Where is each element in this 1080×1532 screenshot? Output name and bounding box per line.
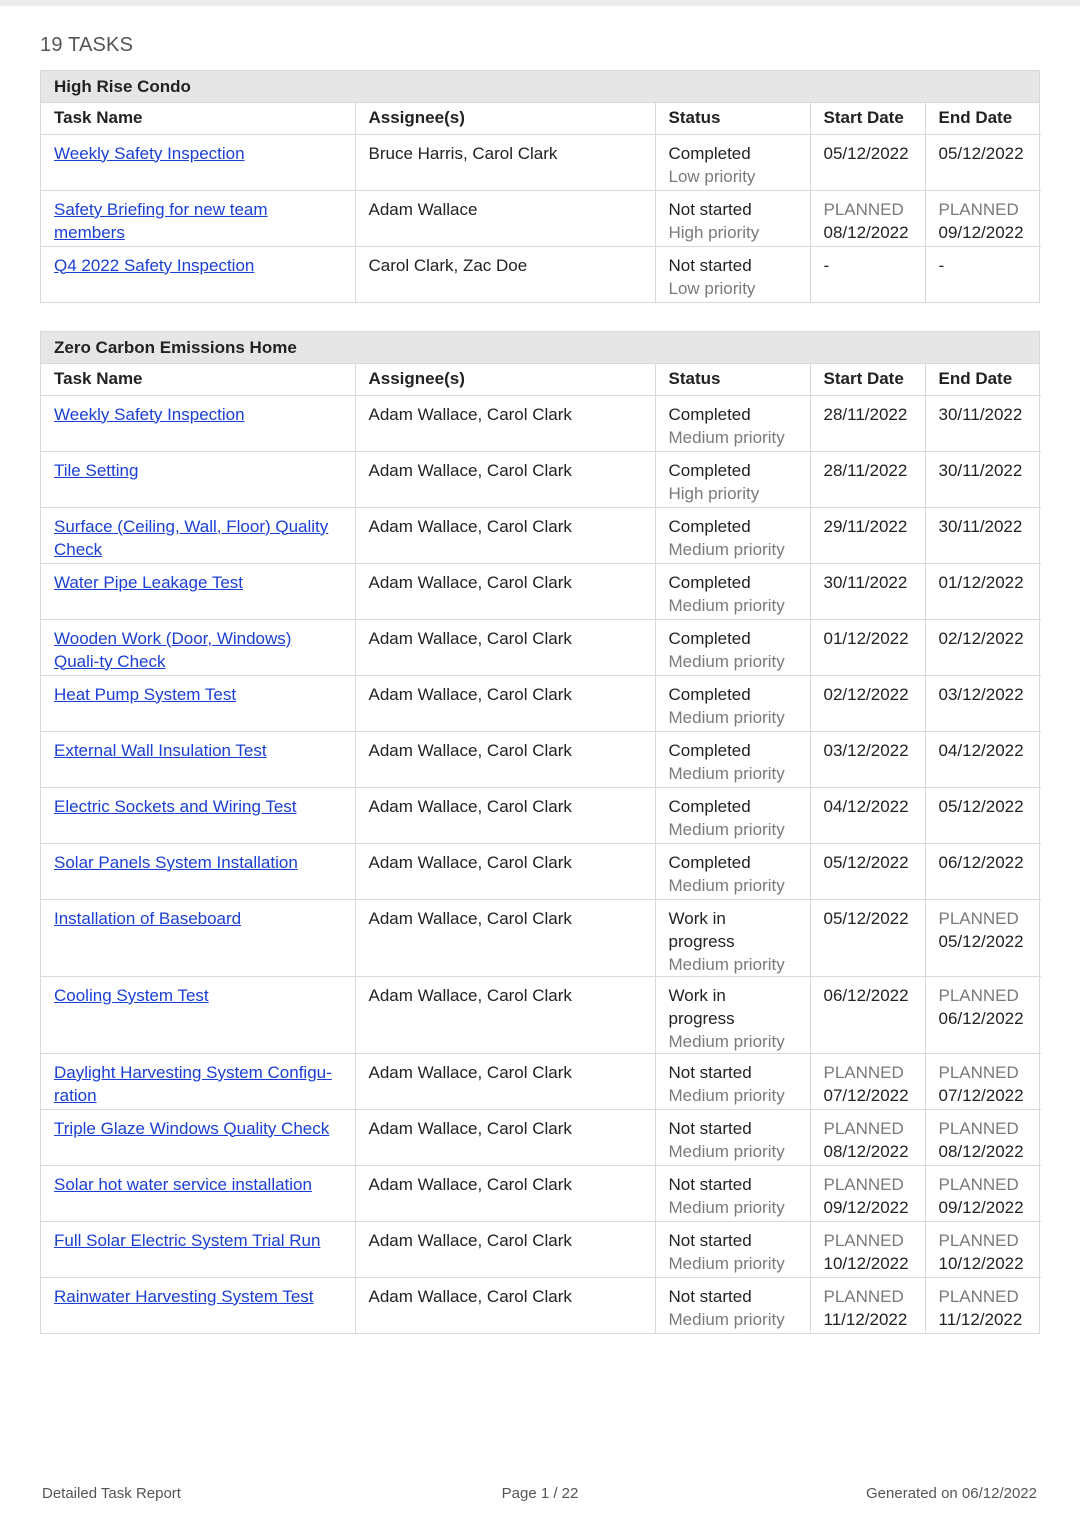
end-date-cell bbox=[925, 451, 1041, 507]
task-table bbox=[41, 364, 1041, 1333]
priority-text: Medium priority bbox=[668, 1253, 785, 1273]
end-date-value: 30/11/2022 bbox=[938, 516, 1023, 536]
col-header-status: Status bbox=[655, 364, 810, 395]
start-date-value: 28/11/2022 bbox=[823, 460, 908, 480]
status-text: Not started bbox=[668, 199, 752, 219]
start-date-value: 09/12/2022 bbox=[823, 1197, 909, 1217]
task-name-cell bbox=[41, 619, 355, 675]
task-link[interactable]: Solar Panels System Installation bbox=[54, 852, 298, 872]
start-date-cell bbox=[810, 899, 925, 976]
task-link[interactable]: Safety Briefing for new team members bbox=[54, 199, 268, 242]
col-header-end-date: End Date bbox=[925, 103, 1041, 134]
col-header-end-date: End Date bbox=[925, 364, 1041, 395]
end-date-cell bbox=[925, 1165, 1041, 1221]
status-text: Completed bbox=[668, 572, 751, 592]
status-cell bbox=[655, 976, 810, 1053]
assignees-cell: Adam Wallace, Carol Clark bbox=[355, 1221, 655, 1277]
start-date-value: 28/11/2022 bbox=[823, 404, 908, 424]
status-cell bbox=[655, 1109, 810, 1165]
assignees-cell: Adam Wallace, Carol Clark bbox=[355, 899, 655, 976]
table-row bbox=[41, 1277, 1041, 1333]
task-name-cell bbox=[41, 563, 355, 619]
start-date-cell bbox=[810, 675, 925, 731]
task-name-cell bbox=[41, 731, 355, 787]
start-date-cell bbox=[810, 395, 925, 451]
task-name-cell bbox=[41, 246, 355, 302]
start-date-cell bbox=[810, 1165, 925, 1221]
priority-text: High priority bbox=[668, 483, 760, 503]
task-link[interactable]: External Wall Insulation Test bbox=[54, 740, 267, 760]
priority-text: Medium priority bbox=[668, 954, 785, 974]
end-date-cell bbox=[925, 246, 1041, 302]
status-cell bbox=[655, 451, 810, 507]
col-header-start-date: Start Date bbox=[810, 103, 925, 134]
start-date-cell bbox=[810, 190, 925, 246]
end-date-value: 10/12/2022 bbox=[938, 1253, 1024, 1273]
assignees-cell: Adam Wallace, Carol Clark bbox=[355, 787, 655, 843]
status-text: Completed bbox=[668, 852, 751, 872]
start-date-cell bbox=[810, 507, 925, 563]
task-name-cell bbox=[41, 134, 355, 190]
start-date-value: 04/12/2022 bbox=[823, 796, 909, 816]
start-date-cell bbox=[810, 787, 925, 843]
priority-text: Medium priority bbox=[668, 1197, 785, 1217]
end-date-cell bbox=[925, 1053, 1041, 1109]
task-name-cell bbox=[41, 451, 355, 507]
task-name-cell bbox=[41, 787, 355, 843]
status-text: Completed bbox=[668, 628, 751, 648]
status-cell bbox=[655, 1221, 810, 1277]
task-link[interactable]: Weekly Safety Inspection bbox=[54, 404, 245, 424]
start-date-value: 05/12/2022 bbox=[823, 852, 909, 872]
start-date-value: 08/12/2022 bbox=[823, 222, 909, 242]
assignees-cell: Adam Wallace, Carol Clark bbox=[355, 1109, 655, 1165]
status-cell bbox=[655, 190, 810, 246]
start-date-cell bbox=[810, 843, 925, 899]
planned-label: PLANNED bbox=[938, 985, 1019, 1005]
end-date-value: 08/12/2022 bbox=[938, 1141, 1024, 1161]
status-cell bbox=[655, 134, 810, 190]
status-text: Work in progress bbox=[668, 908, 735, 951]
start-date-value: 08/12/2022 bbox=[823, 1141, 909, 1161]
planned-label: PLANNED bbox=[938, 1118, 1019, 1138]
task-name-cell bbox=[41, 507, 355, 563]
task-link[interactable]: Solar hot water service installation bbox=[54, 1174, 312, 1194]
status-text: Completed bbox=[668, 143, 751, 163]
table-header-row bbox=[41, 103, 1041, 134]
status-cell bbox=[655, 731, 810, 787]
task-link[interactable]: Weekly Safety Inspection bbox=[54, 143, 245, 163]
status-cell bbox=[655, 395, 810, 451]
priority-text: Medium priority bbox=[668, 1031, 785, 1051]
page-number: Page 1 / 22 bbox=[501, 1485, 579, 1502]
priority-text: Medium priority bbox=[668, 1141, 785, 1161]
status-text: Not started bbox=[668, 255, 752, 275]
status-cell bbox=[655, 619, 810, 675]
table-row bbox=[41, 843, 1041, 899]
planned-label: PLANNED bbox=[938, 908, 1019, 928]
table-row bbox=[41, 1165, 1041, 1221]
task-name-cell bbox=[41, 1277, 355, 1333]
status-text: Not started bbox=[668, 1174, 752, 1194]
priority-text: Medium priority bbox=[668, 539, 785, 559]
assignees-cell: Adam Wallace, Carol Clark bbox=[355, 619, 655, 675]
start-date-value: 02/12/2022 bbox=[823, 684, 909, 704]
end-date-value: 06/12/2022 bbox=[938, 1008, 1024, 1028]
assignees-cell: Adam Wallace, Carol Clark bbox=[355, 1277, 655, 1333]
priority-text: Medium priority bbox=[668, 819, 785, 839]
task-link[interactable]: Full Solar Electric System Trial Run bbox=[54, 1230, 321, 1250]
task-link[interactable]: Cooling System Test bbox=[54, 985, 209, 1005]
assignees-cell: Adam Wallace, Carol Clark bbox=[355, 675, 655, 731]
col-header-status: Status bbox=[655, 103, 810, 134]
priority-text: Medium priority bbox=[668, 763, 785, 783]
task-name-cell bbox=[41, 976, 355, 1053]
planned-label: PLANNED bbox=[938, 1286, 1019, 1306]
end-date-value: 03/12/2022 bbox=[938, 684, 1024, 704]
assignees-cell: Adam Wallace, Carol Clark bbox=[355, 1165, 655, 1221]
planned-label: PLANNED bbox=[823, 199, 904, 219]
status-text: Completed bbox=[668, 404, 751, 424]
end-date-cell bbox=[925, 1221, 1041, 1277]
task-link[interactable]: Electric Sockets and Wiring Test bbox=[54, 796, 297, 816]
end-date-cell bbox=[925, 507, 1041, 563]
start-date-value: 03/12/2022 bbox=[823, 740, 909, 760]
end-date-cell bbox=[925, 190, 1041, 246]
status-text: Completed bbox=[668, 460, 751, 480]
planned-label: PLANNED bbox=[823, 1062, 904, 1082]
table-header-row bbox=[41, 364, 1041, 395]
status-cell bbox=[655, 675, 810, 731]
status-cell bbox=[655, 843, 810, 899]
end-date-cell bbox=[925, 843, 1041, 899]
end-date-cell bbox=[925, 134, 1041, 190]
assignees-cell: Adam Wallace, Carol Clark bbox=[355, 395, 655, 451]
col-header-assignees: Assignee(s) bbox=[355, 364, 655, 395]
priority-text: Low priority bbox=[668, 166, 756, 186]
table-row bbox=[41, 507, 1041, 563]
status-cell bbox=[655, 1277, 810, 1333]
start-date-value: 06/12/2022 bbox=[823, 985, 909, 1005]
table-row bbox=[41, 899, 1041, 976]
planned-label: PLANNED bbox=[938, 1174, 1019, 1194]
planned-label: PLANNED bbox=[938, 199, 1019, 219]
table-row bbox=[41, 246, 1041, 302]
status-cell bbox=[655, 787, 810, 843]
status-cell bbox=[655, 507, 810, 563]
table-row bbox=[41, 563, 1041, 619]
end-date-cell bbox=[925, 619, 1041, 675]
assignees-cell: Adam Wallace, Carol Clark bbox=[355, 451, 655, 507]
status-cell bbox=[655, 1053, 810, 1109]
task-name-cell bbox=[41, 1221, 355, 1277]
assignees-cell: Adam Wallace bbox=[355, 190, 655, 246]
status-text: Not started bbox=[668, 1286, 752, 1306]
group-title: Zero Carbon Emissions Home bbox=[41, 332, 1039, 364]
task-group bbox=[40, 331, 1040, 1334]
col-header-assignees: Assignee(s) bbox=[355, 103, 655, 134]
end-date-value: 09/12/2022 bbox=[938, 1197, 1024, 1217]
report-title: Detailed Task Report bbox=[42, 1485, 181, 1502]
task-link[interactable]: Water Pipe Leakage Test bbox=[54, 572, 244, 592]
end-date-cell bbox=[925, 731, 1041, 787]
task-link[interactable]: Installation of Baseboard bbox=[54, 908, 242, 928]
priority-text: Medium priority bbox=[668, 875, 785, 895]
start-date-cell bbox=[810, 976, 925, 1053]
task-name-cell bbox=[41, 1165, 355, 1221]
end-date-value: 05/12/2022 bbox=[938, 931, 1024, 951]
table-row bbox=[41, 451, 1041, 507]
end-date-value: - bbox=[938, 255, 945, 275]
status-text: Completed bbox=[668, 684, 751, 704]
col-header-task-name: Task Name bbox=[41, 364, 355, 395]
start-date-cell bbox=[810, 134, 925, 190]
task-name-cell bbox=[41, 395, 355, 451]
end-date-value: 11/12/2022 bbox=[938, 1309, 1023, 1329]
table-row bbox=[41, 787, 1041, 843]
task-name-cell bbox=[41, 190, 355, 246]
end-date-value: 04/12/2022 bbox=[938, 740, 1024, 760]
assignees-cell: Bruce Harris, Carol Clark bbox=[355, 134, 655, 190]
assignees-cell: Adam Wallace, Carol Clark bbox=[355, 507, 655, 563]
task-table bbox=[41, 103, 1041, 302]
priority-text: High priority bbox=[668, 222, 760, 242]
table-row bbox=[41, 1109, 1041, 1165]
planned-label: PLANNED bbox=[938, 1062, 1019, 1082]
planned-label: PLANNED bbox=[823, 1286, 904, 1306]
status-cell bbox=[655, 563, 810, 619]
end-date-value: 05/12/2022 bbox=[938, 143, 1024, 163]
start-date-cell bbox=[810, 731, 925, 787]
end-date-value: 09/12/2022 bbox=[938, 222, 1024, 242]
task-name-cell bbox=[41, 843, 355, 899]
assignees-cell: Adam Wallace, Carol Clark bbox=[355, 731, 655, 787]
end-date-cell bbox=[925, 675, 1041, 731]
col-header-task-name: Task Name bbox=[41, 103, 355, 134]
priority-text: Medium priority bbox=[668, 427, 785, 447]
generated-date: Generated on 06/12/2022 bbox=[866, 1485, 1037, 1502]
task-count: 19 TASKS bbox=[40, 34, 134, 56]
task-name-cell bbox=[41, 899, 355, 976]
start-date-value: 29/11/2022 bbox=[823, 516, 908, 536]
table-row bbox=[41, 675, 1041, 731]
table-row bbox=[41, 190, 1041, 246]
priority-text: Medium priority bbox=[668, 595, 785, 615]
priority-text: Medium priority bbox=[668, 651, 785, 671]
task-group bbox=[40, 70, 1040, 303]
assignees-cell: Adam Wallace, Carol Clark bbox=[355, 843, 655, 899]
task-link[interactable]: Tile Setting bbox=[54, 460, 139, 480]
task-link[interactable]: Rainwater Harvesting System Test bbox=[54, 1286, 314, 1306]
end-date-value: 01/12/2022 bbox=[938, 572, 1024, 592]
priority-text: Low priority bbox=[668, 278, 756, 298]
status-cell bbox=[655, 1165, 810, 1221]
status-text: Completed bbox=[668, 516, 751, 536]
end-date-cell bbox=[925, 1277, 1041, 1333]
task-name-cell bbox=[41, 675, 355, 731]
start-date-value: 01/12/2022 bbox=[823, 628, 909, 648]
table-row bbox=[41, 976, 1041, 1053]
status-text: Not started bbox=[668, 1062, 752, 1082]
start-date-cell bbox=[810, 1277, 925, 1333]
planned-label: PLANNED bbox=[823, 1174, 904, 1194]
end-date-value: 06/12/2022 bbox=[938, 852, 1024, 872]
assignees-cell: Adam Wallace, Carol Clark bbox=[355, 976, 655, 1053]
task-link[interactable]: Triple Glaze Windows Quality Check bbox=[54, 1118, 330, 1138]
start-date-cell bbox=[810, 1109, 925, 1165]
status-cell bbox=[655, 899, 810, 976]
task-link[interactable]: Wooden Work (Door, Windows) Quali-ty Check bbox=[54, 628, 292, 671]
table-row bbox=[41, 731, 1041, 787]
status-text: Not started bbox=[668, 1230, 752, 1250]
end-date-value: 30/11/2022 bbox=[938, 460, 1023, 480]
table-row bbox=[41, 395, 1041, 451]
table-row bbox=[41, 619, 1041, 675]
end-date-cell bbox=[925, 899, 1041, 976]
table-row bbox=[41, 1053, 1041, 1109]
end-date-cell bbox=[925, 395, 1041, 451]
start-date-cell bbox=[810, 619, 925, 675]
col-header-start-date: Start Date bbox=[810, 364, 925, 395]
priority-text: Medium priority bbox=[668, 1309, 785, 1329]
start-date-cell bbox=[810, 451, 925, 507]
end-date-cell bbox=[925, 787, 1041, 843]
group-title: High Rise Condo bbox=[41, 71, 1039, 103]
end-date-cell bbox=[925, 1109, 1041, 1165]
table-row bbox=[41, 134, 1041, 190]
priority-text: Medium priority bbox=[668, 1085, 785, 1105]
assignees-cell: Adam Wallace, Carol Clark bbox=[355, 1053, 655, 1109]
end-date-value: 02/12/2022 bbox=[938, 628, 1024, 648]
task-name-cell bbox=[41, 1053, 355, 1109]
start-date-value: 30/11/2022 bbox=[823, 572, 908, 592]
task-name-cell bbox=[41, 1109, 355, 1165]
start-date-value: 05/12/2022 bbox=[823, 908, 909, 928]
status-text: Not started bbox=[668, 1118, 752, 1138]
assignees-cell: Carol Clark, Zac Doe bbox=[355, 246, 655, 302]
end-date-value: 30/11/2022 bbox=[938, 404, 1023, 424]
start-date-cell bbox=[810, 1221, 925, 1277]
start-date-value: - bbox=[823, 255, 830, 275]
status-text: Completed bbox=[668, 796, 751, 816]
start-date-cell bbox=[810, 1053, 925, 1109]
planned-label: PLANNED bbox=[823, 1230, 904, 1250]
end-date-value: 05/12/2022 bbox=[938, 796, 1024, 816]
task-link[interactable]: Daylight Harvesting System Configu-ration bbox=[54, 1062, 332, 1105]
task-link[interactable]: Q4 2022 Safety Inspection bbox=[54, 255, 255, 275]
priority-text: Medium priority bbox=[668, 707, 785, 727]
top-bar bbox=[0, 0, 1080, 6]
status-text: Work in progress bbox=[668, 985, 735, 1028]
start-date-value: 07/12/2022 bbox=[823, 1085, 909, 1105]
planned-label: PLANNED bbox=[823, 1118, 904, 1138]
start-date-cell bbox=[810, 563, 925, 619]
status-cell bbox=[655, 246, 810, 302]
assignees-cell: Adam Wallace, Carol Clark bbox=[355, 563, 655, 619]
task-link[interactable]: Heat Pump System Test bbox=[54, 684, 237, 704]
table-row bbox=[41, 1221, 1041, 1277]
start-date-value: 11/12/2022 bbox=[823, 1309, 908, 1329]
planned-label: PLANNED bbox=[938, 1230, 1019, 1250]
end-date-cell bbox=[925, 976, 1041, 1053]
start-date-cell bbox=[810, 246, 925, 302]
start-date-value: 10/12/2022 bbox=[823, 1253, 909, 1273]
task-link[interactable]: Surface (Ceiling, Wall, Floor) Quality Check bbox=[54, 516, 329, 559]
status-text: Completed bbox=[668, 740, 751, 760]
end-date-cell bbox=[925, 563, 1041, 619]
end-date-value: 07/12/2022 bbox=[938, 1085, 1024, 1105]
start-date-value: 05/12/2022 bbox=[823, 143, 909, 163]
